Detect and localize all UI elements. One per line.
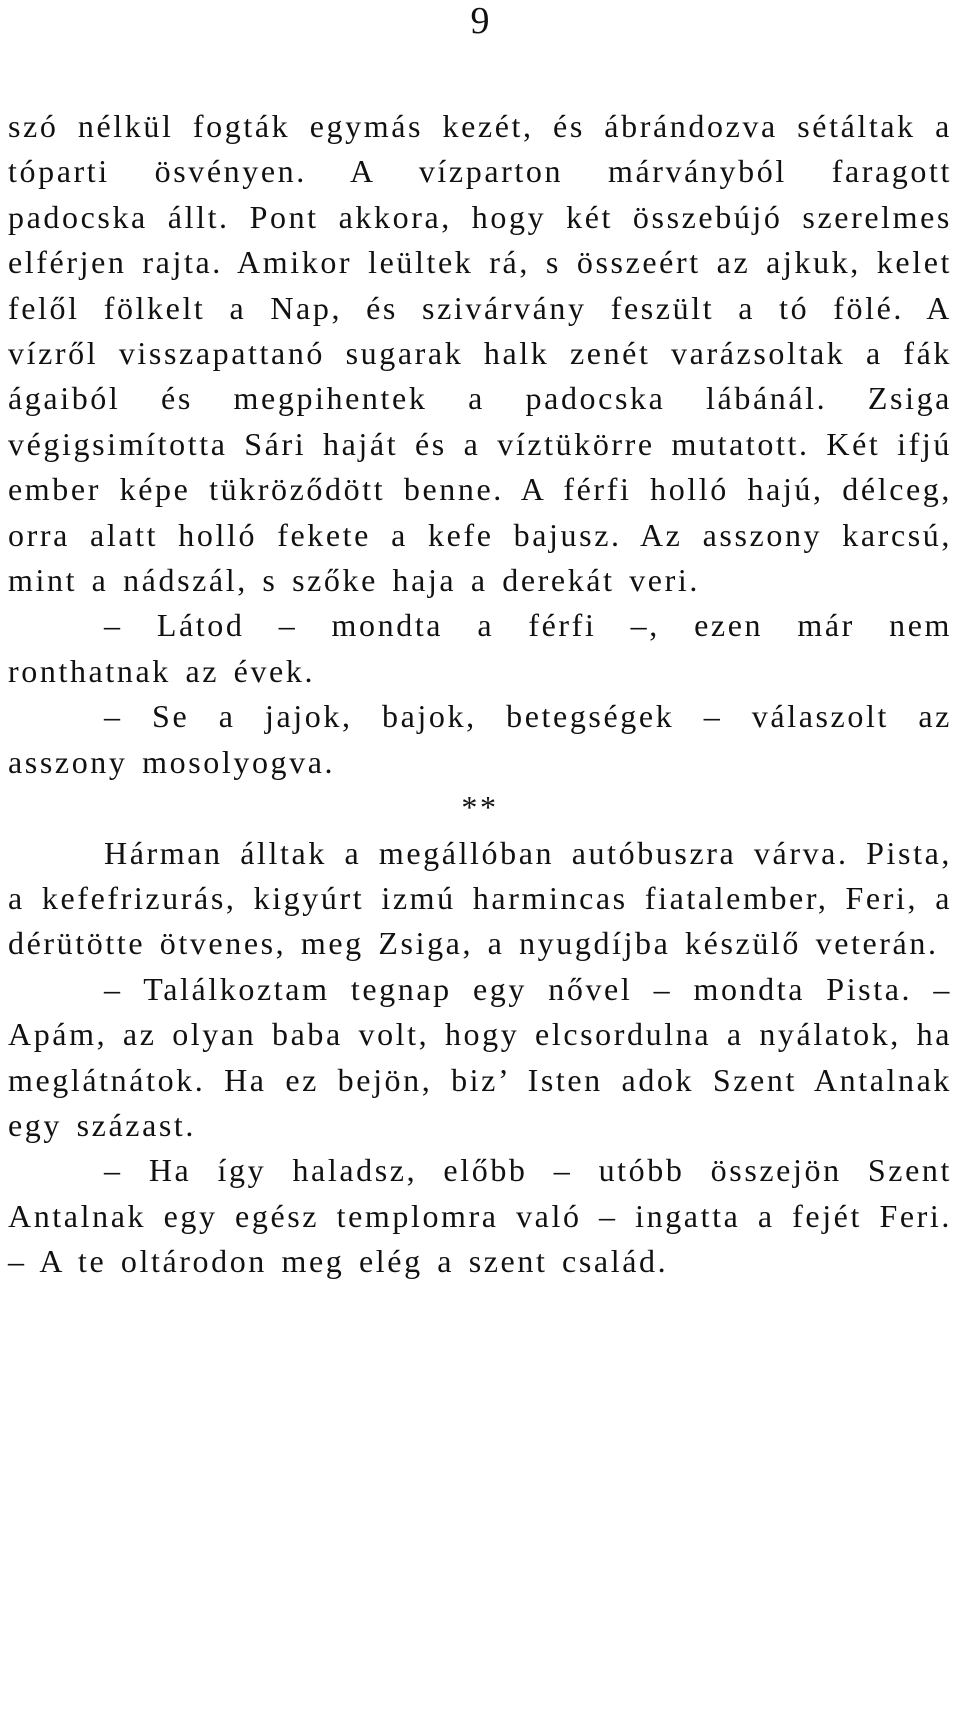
- body-text: [8, 104, 952, 1285]
- paragraph-dialogue-man: – Látod – mondta a férfi –, ezen már nem ronthatnak az évek.: [8, 607, 952, 689]
- paragraph-bus-stop: Hárman álltak a megállóban autóbuszra várva. Pista, a kefefrizurás, kigyúrt izmú harmincas fiatalember, Feri, a dérütötte ötvenes, meg Zsiga, a nyugdíjba készülő veterán.: [8, 834, 952, 962]
- paragraph-dialogue-feri: – Ha így haladsz, előbb – utóbb összejön Szent Antalnak egy egész templomra való – ingatta a fejét Feri. – A te oltárodon meg elég a szent család.: [8, 1152, 952, 1280]
- page-number: 9: [470, 0, 490, 42]
- paragraph-dialogue-pista: – Találkoztam tegnap egy nővel – mondta Pista. – Apám, az olyan baba volt, hogy elcsordulna a nyálatok, ha meglátnátok. Ha ez bejön, biz’ Isten adok Szent Antalnak egy százast.: [8, 970, 952, 1143]
- paragraph-dialogue-woman: – Se a jajok, bajok, betegségek – válaszolt az asszony mosolyogva.: [8, 698, 952, 780]
- section-separator: **: [461, 789, 499, 826]
- paragraph-lake-scene: szó nélkül fogták egymás kezét, és ábrándozva sétáltak a tóparti ösvényen. A vízparton márványból faragott padocska állt. Pont akkora, hogy két összebújó szerelmes elférjen rajta. Amikor leültek rá, s összeért az ajkuk, kelet felől fölkelt a Nap, és szivárvány feszült a tó fölé. A vízről visszapattanó sugarak halk zenét varázsoltak a fák ágaiból és megpihentek a padocska lábánál. Zsiga végigsimította Sári haját és a víztükörre mutatott. Két ifjú ember képe tükröződött benne. A férfi holló hajú, délceg, orra alatt holló fekete a kefe bajusz. Az asszony karcsú, mint a nádszál, s szőke haja a derekát veri.: [8, 108, 952, 599]
